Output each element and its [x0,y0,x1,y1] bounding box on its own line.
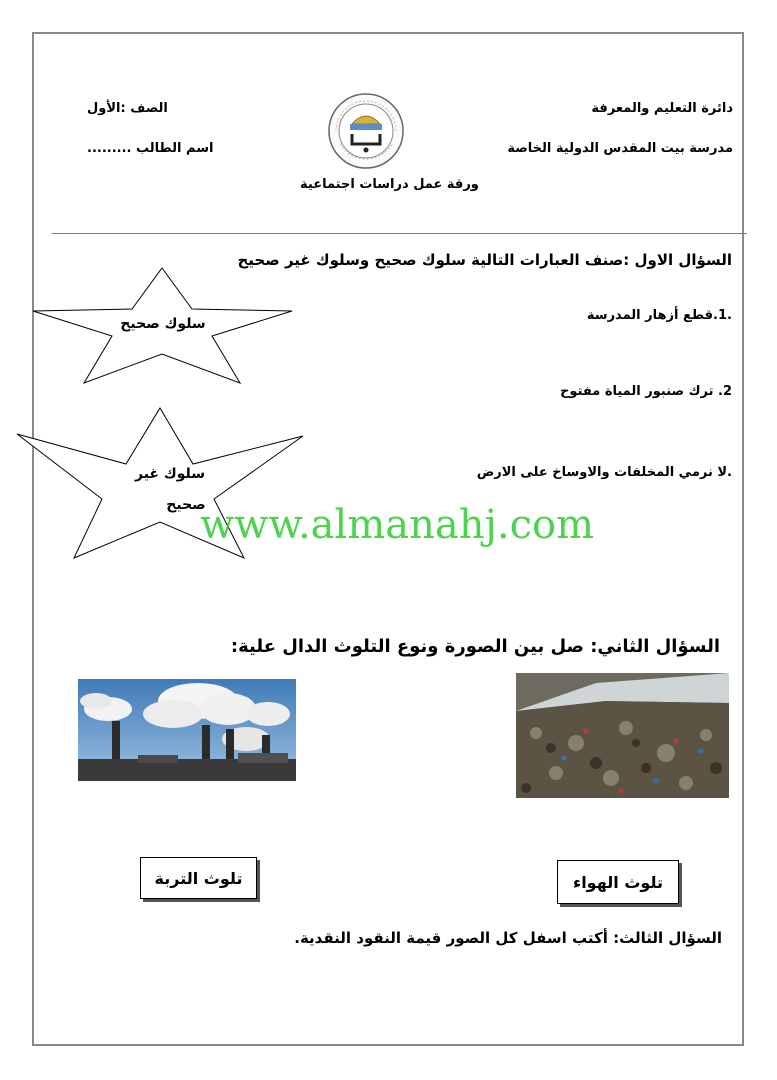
school-logo [322,90,410,172]
sheet-title: ورقة عمل دراسات اجتماعية [300,177,479,192]
q1-item-1: .1.قطع أزهار المدرسة [586,308,732,323]
question-2-title: السؤال الثاني: صل بين الصورة ونوع التلوث الدال علية: [230,636,720,657]
garbage-dump-photo [516,673,729,798]
header-divider [52,233,747,234]
question-3-title: السؤال الثالث: أكتب اسفل كل الصور قيمة النقود النقدية. [294,929,722,947]
department-name: دائرة التعليم والمعرفة [591,101,733,116]
star-correct-label: سلوك صحيح [120,316,206,332]
q1-item-2: 2. ترك صنبور المياة مفتوح [560,384,732,399]
grade-label: الصف :الأول [87,101,168,116]
label-soil-pollution[interactable]: تلوث التربة [140,857,257,899]
q1-item-3: .لا نرمي المخلفات والاوساخ على الارض [476,465,732,480]
question-1-title: السؤال الاول :صنف العبارات التالية سلوك صحيح وسلوك غير صحيح [237,251,732,269]
label-air-pollution[interactable]: تلوث الهواء [557,860,679,904]
factory-smoke-photo [78,679,296,781]
star-incorrect-label-line2: صحيح [166,497,206,513]
star-incorrect-label-line1: سلوك غير [135,466,205,482]
student-name-field[interactable]: اسم الطالب ......... [87,141,214,156]
school-name: مدرسة بيت المقدس الدولية الخاصة [507,141,733,156]
watermark: www.almanahj.com [200,502,595,548]
